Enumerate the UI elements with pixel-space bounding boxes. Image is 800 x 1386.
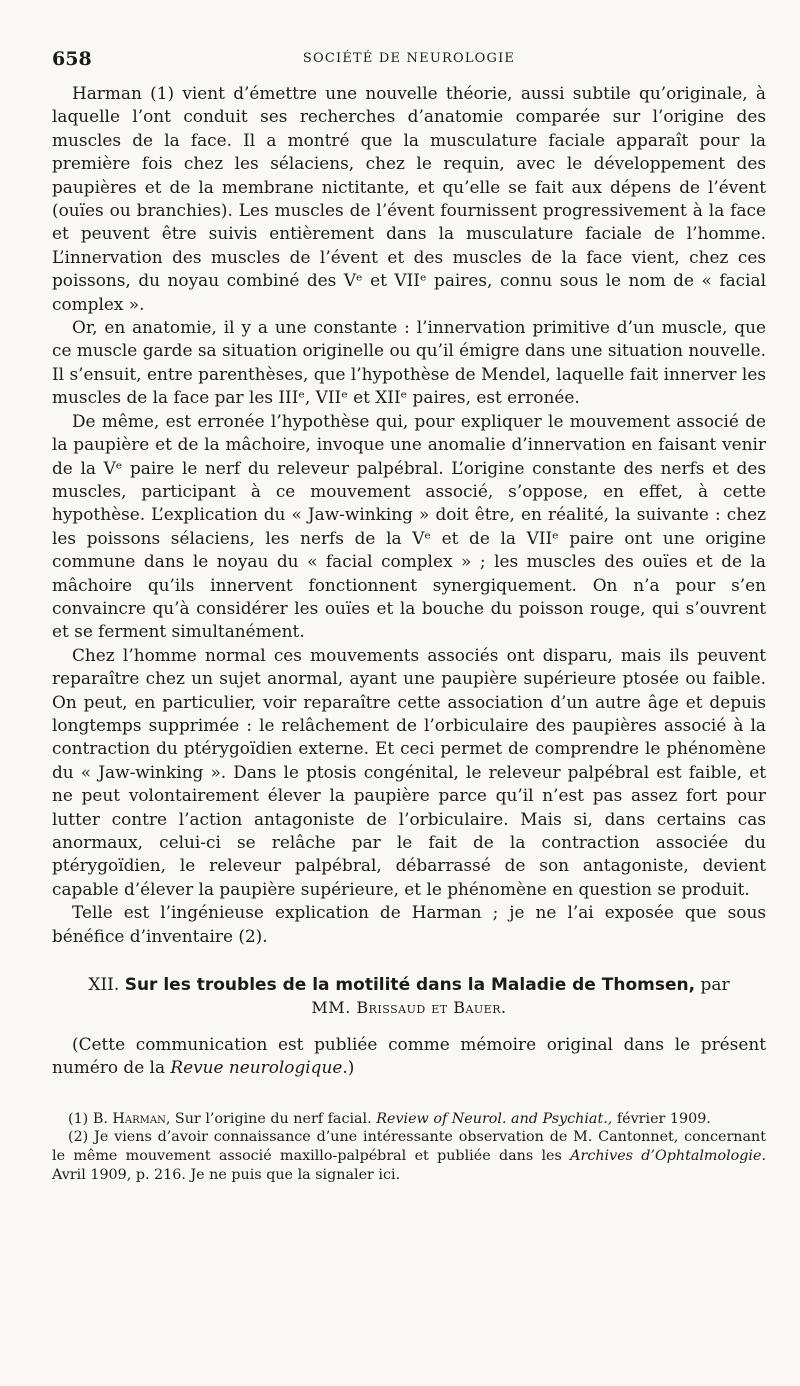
footnote-author: B. Harman, xyxy=(92,1110,171,1127)
paragraph: Chez l’homme normal ces mouvements associés ont disparu, mais ils peuvent reparaître chez un sujet anormal, ayant une paupière supérieure ptosée ou faible. On peut, en particulier, voir reparaître cette association d’un autre âge et depuis longtemps supprimée : le relâchement de l’orbiculaire des paupières associé à la contraction du ptérygoïdien externe. Et ceci permet de comprendre le phénomène du « Jaw-winking ». Dans le ptosis congénital, le releveur palpébral est faible, et ne peut volontairement élever la paupière parce qu’il n’est pas assez fort pour lutter contre l’action antagoniste de l’orbiculaire. Mais si, dans certains cas anormaux, celui-ci se relâche par le fait de la contraction associée du ptérygoïdien, le releveur palpébral, débarrassé de son antagoniste, devient capable d’élever la paupière supérieure, et le phénomène en question se produit. xyxy=(52,644,766,899)
journal-page xyxy=(52,48,766,1184)
note-end: .) xyxy=(342,1057,355,1078)
footnote-marker: (2) xyxy=(68,1129,89,1146)
footnote-text: Je viens d’avoir connaissance d’une intéressante observation de M. Cantonnet, concernant le même mouvement associé maxillo-palpébral et publiée dans les xyxy=(52,1129,766,1165)
section-note xyxy=(52,1033,766,1080)
paragraph: De même, est erronée l’hypothèse qui, pour expliquer le mouvement associé de la paupière et de la mâchoire, invoque une anomalie d’innervation en faisant venir de la Vᵉ paire le nerf du releveur palpébral. L’origine constante des nerfs et des muscles, participant à ce mouvement associé, s’oppose, en effet, à cette hypothèse. L’explication du « Jaw-winking » doit être, en réalité, la suivante : chez les poissons sélaciens, les nerfs de la Vᵉ et de la VIIᵉ paire ont une origine commune dans le noyau du « facial complex » ; les muscles des ouïes et de la mâchoire qu’ils innervent fonctionnent synergiquement. On n’a pour s’en convaincre qu’à considérer les ouïes et la bouche du poisson rouge, qui s’ouvrent et se ferment simultanément. xyxy=(52,410,766,642)
note-text: (Cette communication est publiée comme mémoire original dans le présent numéro de la xyxy=(52,1034,766,1078)
footnotes xyxy=(52,1110,766,1184)
section-title-text: Sur les troubles de la motilité dans la Maladie de Thomsen, xyxy=(124,975,696,996)
section-authors: MM. Brissaud et Bauer. xyxy=(311,998,507,1018)
footnote-text-end: Avril 1909, p. 216. Je ne puis que la signaler ici. xyxy=(52,1166,401,1183)
body-text xyxy=(52,82,766,948)
footnote-text: Sur l’origine du nerf facial. xyxy=(170,1110,377,1127)
paragraph: Harman (1) vient d’émettre une nouvelle théorie, aussi subtile qu’originale, à laquelle l’ont conduit ses recherches d’anatomie comparée sur l’origine des muscles de la face. Il a montré que la musculature faciale apparaît pour la première fois chez les sélaciens, chez le requin, avec le développement des paupières et de la membrane nictitante, et qu’elle se fait aux dépens de l’évent (ouïes ou branchies). Les muscles de l’évent fournissent progressivement à la face et peuvent être suivis entièrement dans la musculature faciale de l’homme. L’innervation des muscles de l’évent et des muscles de la face vient, chez ces poissons, du noyau combiné des Vᵉ et VIIᵉ paires, connu sous le nom de « facial complex ». xyxy=(52,83,766,314)
section-by: par xyxy=(700,975,730,996)
page-header xyxy=(52,48,766,82)
section-xii xyxy=(52,974,766,1080)
footnote-journal: Review of Neurol. and Psychiat., xyxy=(376,1110,613,1127)
note-journal: Revue neurologique xyxy=(170,1057,343,1078)
footnote-marker: (1) xyxy=(68,1110,89,1127)
section-number: XII. xyxy=(88,975,120,996)
running-head: SOCIÉTÉ DE NEUROLOGIE xyxy=(302,51,516,66)
footnote-date: février 1909. xyxy=(612,1110,711,1127)
section-title xyxy=(52,974,766,997)
footnote-1 xyxy=(52,1110,766,1129)
paragraph: Or, en anatomie, il y a une constante : l’innervation primitive d’un muscle, que ce muscle garde sa situation originelle ou qu’il émigre dans une situation nouvelle. Il s’ensuit, entre parenthèses, que l’hypothèse de Mendel, laquelle fait innerver les muscles de la face par les IIIᵉ, VIIᵉ et XIIᵉ paires, est erronée. xyxy=(52,317,766,408)
paragraph: Telle est l’ingénieuse explication de Harman ; je ne l’ai exposée que sous bénéfice d’inventaire (2). xyxy=(52,902,766,946)
footnote-journal: Archives d’Ophtalmologie. xyxy=(570,1148,766,1165)
footnote-2 xyxy=(52,1128,766,1184)
page-number: 658 xyxy=(52,48,92,70)
